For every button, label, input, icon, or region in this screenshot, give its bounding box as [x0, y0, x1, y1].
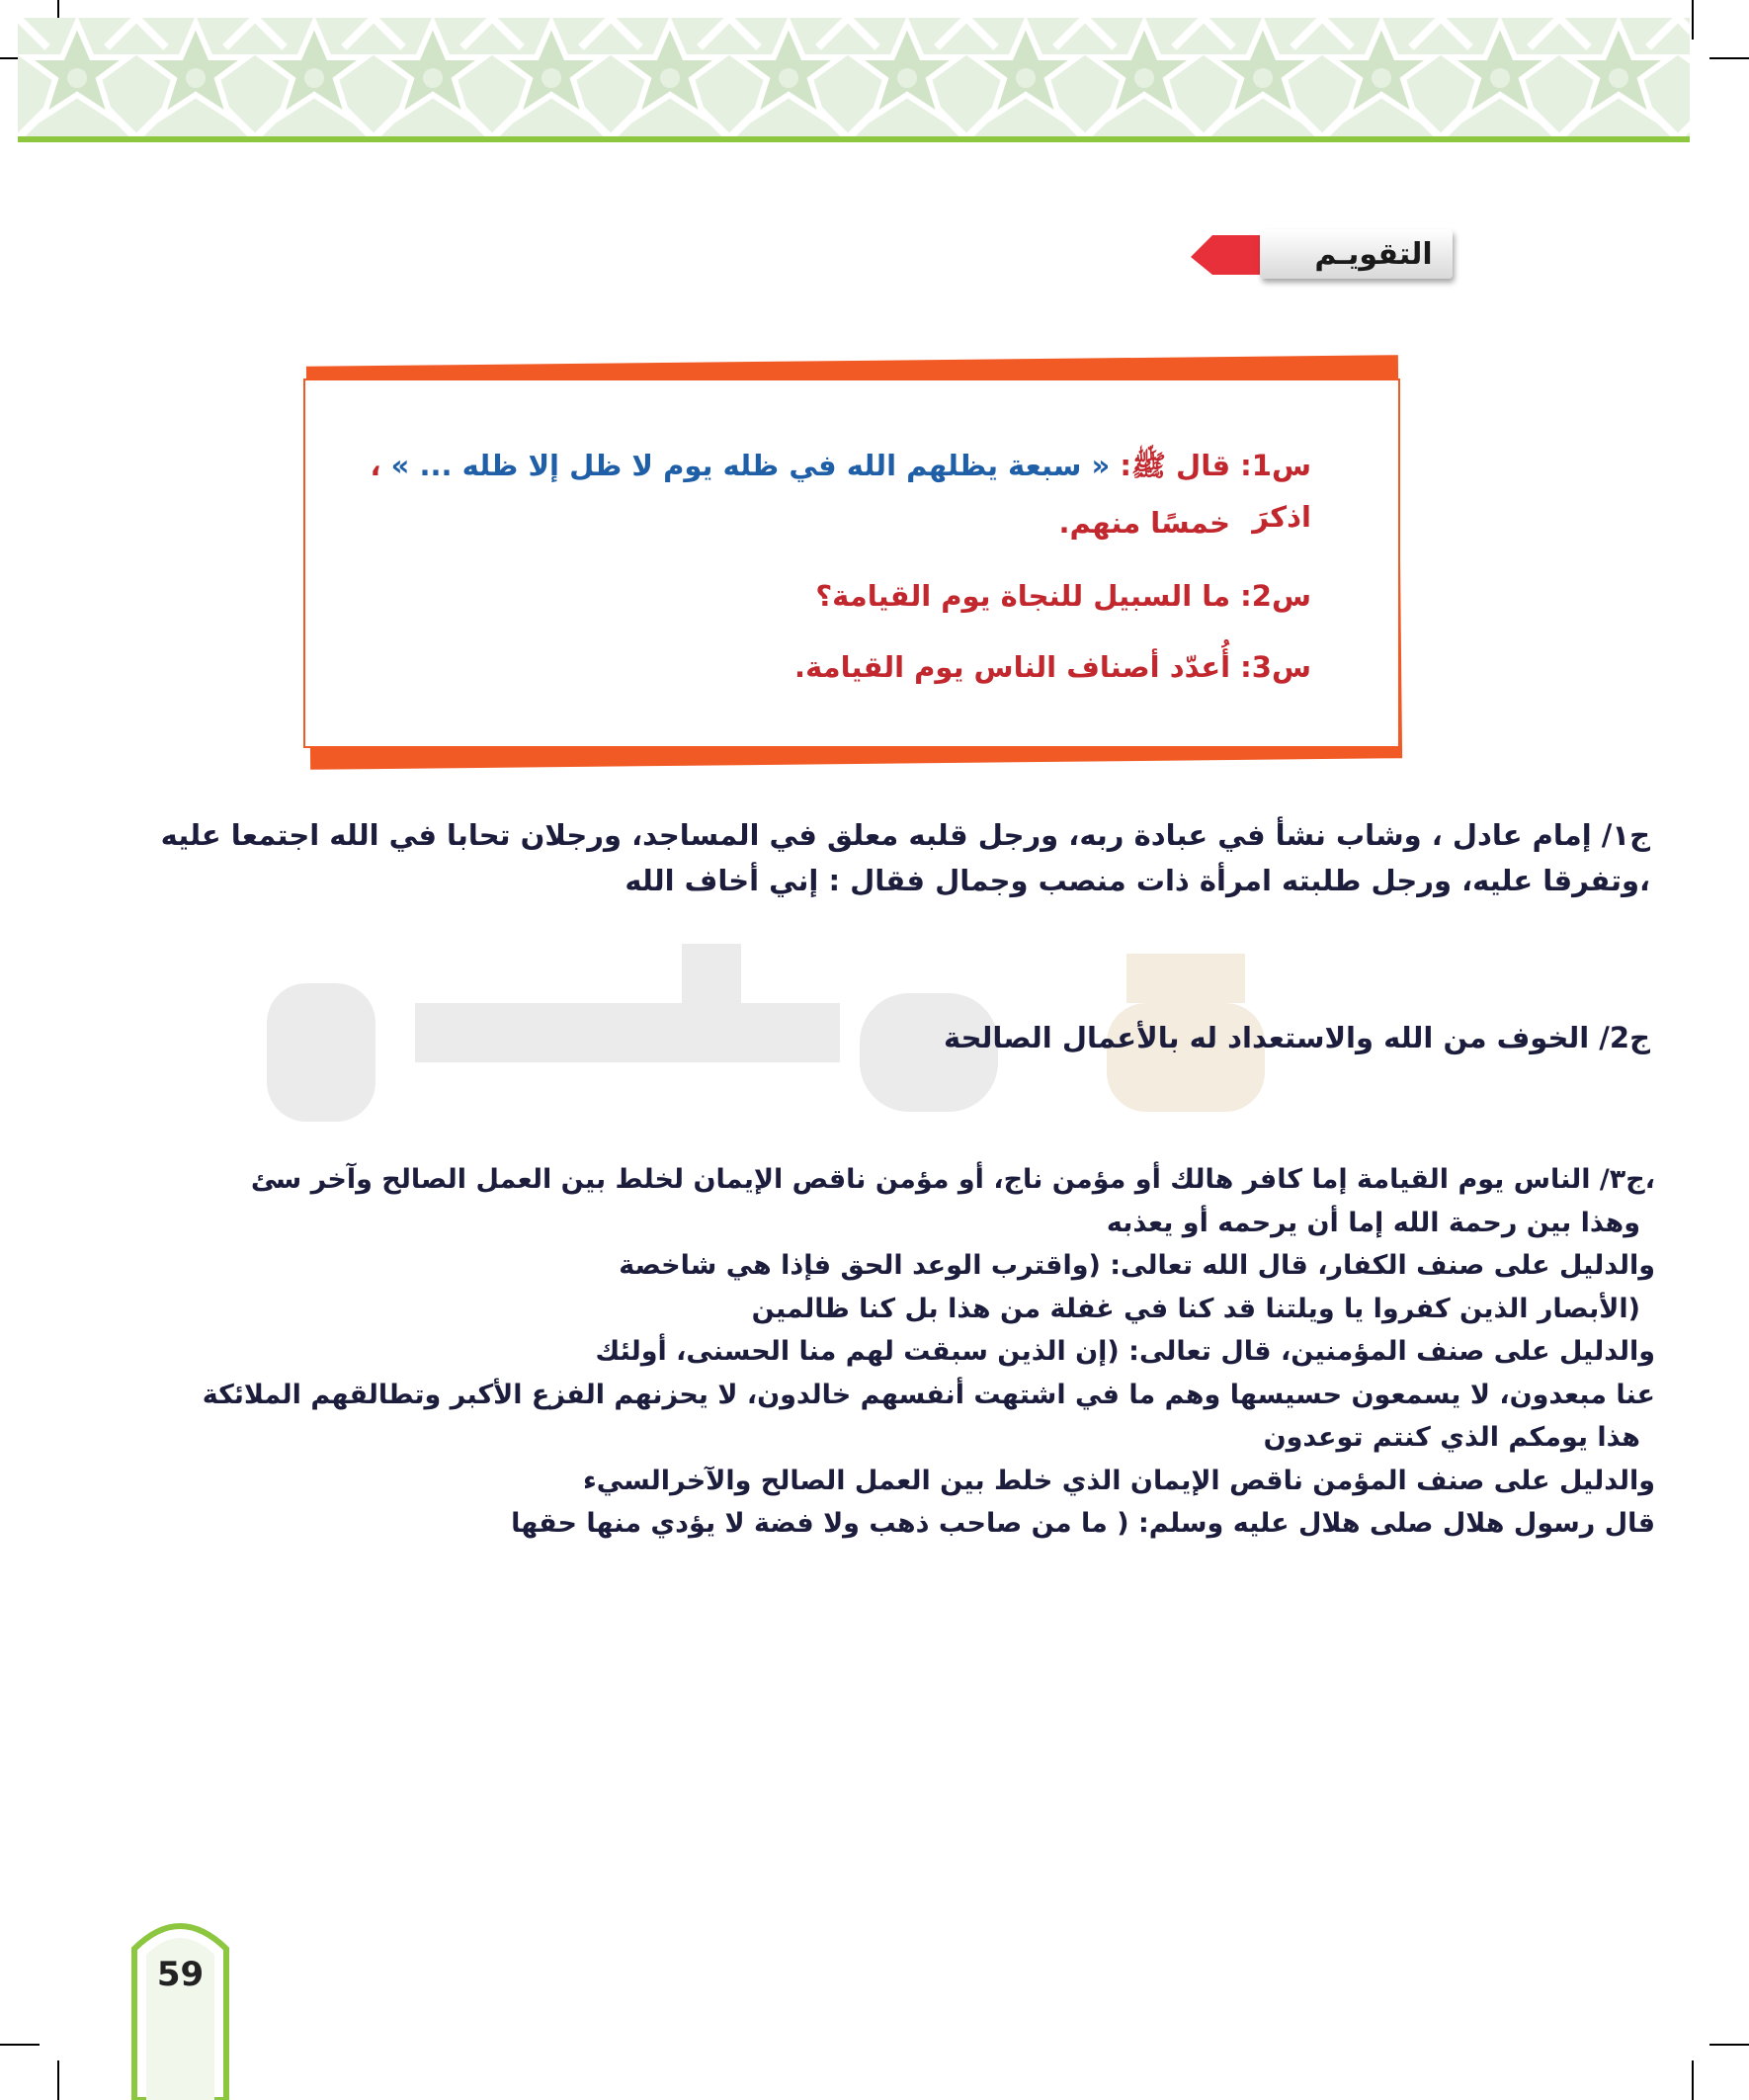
- question-1-quote: « سبعة يظلهم الله في ظله يوم لا ظل إلا ظله ... »: [390, 449, 1111, 482]
- crop-mark: [1692, 0, 1694, 40]
- answer-3-line: والدليل على صنف الكفار، قال الله تعالى: (واقترب الوعد الحق فإذا هي شاخصة: [619, 1250, 1655, 1281]
- crop-mark: [1709, 57, 1749, 59]
- answer-3-line: (الأبصار الذين كفروا يا ويلتنا قد كنا في غفلة من هذا بل كنا ظالمين: [751, 1293, 1640, 1324]
- section-tab: [1191, 229, 1453, 291]
- answer-1: [109, 812, 1650, 903]
- answer-2: ج2/ الخوف من الله والاستعداد له بالأعمال الصالحة: [944, 1021, 1650, 1054]
- header-line: [18, 136, 1690, 142]
- crop-mark: [57, 2060, 59, 2100]
- question-3: س3: أُعدّد أصناف الناس يوم القيامة.: [794, 650, 1311, 684]
- answer-3-line: والدليل على صنف المؤمن ناقص الإيمان الذي خلط بين العمل الصالح والآخرالسيء: [582, 1465, 1655, 1496]
- answer-3: [99, 1158, 1655, 1546]
- page-number: 59: [156, 1955, 205, 1994]
- page-number-tab: [128, 1907, 232, 2100]
- question-2: س2: ما السبيل للنجاة يوم القيامة؟: [815, 579, 1311, 613]
- section-title: التقويـم: [1314, 237, 1433, 272]
- crop-mark: [1692, 2060, 1694, 2100]
- answer-1-line: ج١/ إمام عادل ، وشاب نشأ في عبادة ربه، ورجل قلبه معلق في المساجد، ورجلان تحابا في الله اجتمعا عليه: [160, 818, 1650, 852]
- answer-3-line: ،ج٣/ الناس يوم القيامة إما كافر هالك أو مؤمن ناج، أو مؤمن ناقص الإيمان لخلط بين العمل الصالح وآخر سئ: [250, 1164, 1655, 1195]
- answer-3-line: عنا مبعدون، لا يسمعون حسيسها وهم ما في اشتهت أنفسهم خالدون، لا يحزنهم الفزع الأكبر وتطالقهم الملائكة: [202, 1379, 1655, 1410]
- answer-3-line: والدليل على صنف المؤمنين، قال تعالى: (إن الذين سبقت لهم منا الحسنى، أولئك: [595, 1336, 1655, 1367]
- answer-3-line: وهذا بين رحمة الله إما أن يرحمه أو يعذبه: [1106, 1207, 1640, 1238]
- geometric-pattern: [18, 18, 1690, 138]
- crop-mark: [1709, 2044, 1749, 2046]
- answer-1-line: ،وتفرقا عليه، ورجل طلبته امرأة ذات منصب وجمال فقال : إني أخاف الله: [625, 864, 1650, 897]
- question-box: [303, 378, 1400, 748]
- question-1-line-2: خمسًا منهم.: [1058, 506, 1230, 540]
- answer-3-line: قال رسول هلال صلى هلال عليه وسلم: ( ما من صاحب ذهب ولا فضة لا يؤدي منها حقها: [511, 1508, 1655, 1539]
- header-banner: [18, 18, 1690, 138]
- crop-mark: [0, 2044, 40, 2046]
- question-1-prefix: س1: قال ﷺ:: [1110, 449, 1311, 482]
- question-1-suffix: ، اذكرَ: [370, 449, 1311, 534]
- answer-3-line: هذا يومكم الذي كنتم توعدون: [1263, 1422, 1640, 1453]
